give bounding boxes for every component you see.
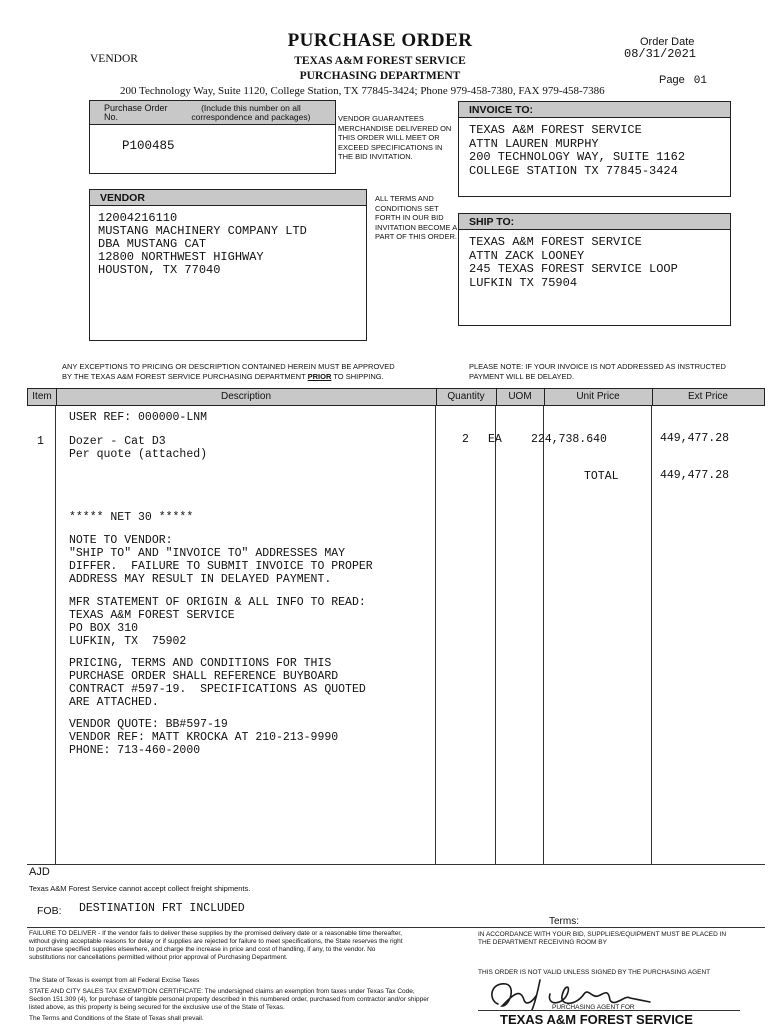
ship-to-label: SHIP TO:	[459, 214, 730, 230]
exceptions-prior: PRIOR	[307, 371, 332, 381]
agency-address: 200 Technology Way, Suite 1120, College Station, TX 77845-3424; Phone 979-458-7380, FAX 979-458-7386	[120, 85, 605, 97]
fob-value: DESTINATION FRT INCLUDED	[79, 902, 245, 915]
ship-to-box	[458, 213, 731, 326]
valid-note: THIS ORDER IS NOT VALID UNLESS SIGNED BY THE PURCHASING AGENT	[478, 969, 711, 976]
invoice-to-line: TEXAS A&M FOREST SERVICE	[469, 123, 642, 137]
terms-note: ALL TERMS AND CONDITIONS SET FORTH IN OUR BID INVITATION BECOME A PART OF THIS ORDER.	[375, 194, 457, 241]
po-number-header	[90, 101, 335, 125]
contract-note: PRICING, TERMS AND CONDITIONS FOR THIS PURCHASE ORDER SHALL REFERENCE BUYBOARD CONTRACT #597-19. SPECIFICATIONS AS QUOTED ARE ATTACHED.	[69, 657, 366, 709]
document-title: PURCHASE ORDER	[287, 30, 473, 51]
line-item-quantity: 2	[462, 433, 469, 446]
vendor-line: 12004216110	[98, 211, 178, 225]
invoice-to-line: COLLEGE STATION TX 77845-3424	[469, 163, 678, 178]
line-item-description-2: Per quote (attached)	[69, 448, 208, 461]
invoice-address-note: PLEASE NOTE: IF YOUR INVOICE IS NOT ADDRESSED AS INSTRUCTED PAYMENT WILL BE DELAYED.	[469, 362, 726, 381]
payment-terms-note: ***** NET 30 *****	[69, 511, 194, 524]
ship-to-line: ATTN ZACK LOONEY	[469, 248, 585, 263]
column-divider	[651, 406, 652, 864]
line-item-ext-price: 449,477.28	[660, 432, 730, 445]
vendor-address	[98, 212, 307, 277]
fob-label: FOB:	[37, 905, 62, 917]
signature-agency: TEXAS A&M FOREST SERVICE	[500, 1012, 693, 1027]
vendor-line: MUSTANG MACHINERY COMPANY LTD	[98, 224, 307, 238]
items-table-header	[27, 388, 765, 406]
exceptions-text: ANY EXCEPTIONS TO PRICING OR DESCRIPTION CONTAINED HEREIN MUST BE APPROVED BY THE TEXAS A&M FOREST SERVICE PURCHASING DEPARTMENT	[62, 362, 395, 381]
law-note: The Terms and Conditions of the State of Texas shall prevail.	[29, 1015, 204, 1022]
page-indicator	[659, 74, 707, 87]
po-number-label: Purchase Order No.	[104, 103, 168, 122]
ship-to-line: 245 TEXAS FOREST SERVICE LOOP	[469, 262, 678, 276]
accordance-note: IN ACCORDANCE WITH YOUR BID, SUPPLIES/EQUIPMENT MUST BE PLACED IN THE DEPARTMENT RECEIVING ROOM BY	[478, 931, 727, 946]
failure-to-deliver-note: FAILURE TO DELIVER - If the vendor fails to deliver these supplies by the promised delivery date or a reasonable time thereafter, without giving acceptable reasons for delay or if supplies are rejected for failure to meet specifications, the State reserves the right to purchase specified supplies elsewhere, and charge the increase in price and cost of handling, if any, to the vendor. No substitutions nor cancellations permitted without prior approval of Purchasing Department.	[29, 930, 403, 961]
total-label: TOTAL	[584, 470, 619, 483]
vendor-line: HOUSTON, TX 77040	[98, 263, 221, 277]
ship-to-address	[469, 236, 678, 290]
ship-to-line: TEXAS A&M FOREST SERVICE	[469, 235, 642, 249]
freight-note: Texas A&M Forest Service cannot accept collect freight shipments.	[29, 884, 251, 893]
invoice-to-line: ATTN LAUREN MURPHY	[469, 136, 599, 151]
terms-label: Terms:	[549, 916, 579, 927]
column-header-description: Description	[220, 391, 272, 402]
total-value: 449,477.28	[660, 469, 730, 482]
vendor-quote-note: VENDOR QUOTE: BB#597-19 VENDOR REF: MATT KROCKA AT 210-213-9990 PHONE: 713-460-2000	[69, 718, 339, 757]
initials: AJD	[29, 866, 50, 878]
page-label: Page	[659, 74, 685, 86]
page-number: 01	[693, 75, 707, 87]
column-header-uom: UOM	[508, 391, 532, 402]
vendor-line: 12800 NORTHWEST HIGHWAY	[98, 250, 264, 264]
sales-tax-note: STATE AND CITY SALES TAX EXEMPTION CERTIFICATE: The undersigned claims an exemption from taxes under Texas Tax Code, Section 151.309 (4), for purchase of tangible personal property described in this numbered order, purchased from contractor and/or shipper listed above, as this property is being secured for the exclusive use of the State of Texas.	[29, 988, 429, 1011]
guarantee-note: VENDOR GUARANTEES MERCHANDISE DELIVERED ON THIS ORDER WILL MEET OR EXCEED SPECIFICATIONS IN THE BID INVITATION.	[338, 114, 452, 161]
table-bottom-rule	[27, 864, 765, 865]
invoice-to-box	[458, 101, 731, 197]
vendor-note: NOTE TO VENDOR: "SHIP TO" AND "INVOICE TO" ADDRESSES MAY DIFFER. FAILURE TO SUBMIT INVOICE TO PROPER ADDRESS MAY RESULT IN DELAYED PAYMENT.	[69, 534, 373, 586]
invoice-to-line: 200 TECHNOLOGY WAY, SUITE 1162	[469, 150, 686, 164]
po-number-box	[89, 100, 336, 174]
exceptions-tail: TO SHIPPING.	[333, 371, 384, 381]
user-ref: USER REF: 000000-LNM	[69, 411, 208, 424]
line-item-unit-price: 224,738.640	[531, 433, 607, 446]
origin-statement-note: MFR STATEMENT OF ORIGIN & ALL INFO TO READ: TEXAS A&M FOREST SERVICE PO BOX 310 LUFKIN, TX 75902	[69, 596, 366, 648]
vendor-box-label: VENDOR	[90, 190, 366, 206]
invoice-to-label: INVOICE TO:	[459, 102, 730, 118]
column-header-ext-price: Ext Price	[687, 391, 728, 402]
po-number: P100485	[122, 139, 175, 153]
column-divider	[55, 406, 56, 864]
vendor-line: DBA MUSTANG CAT	[98, 237, 207, 251]
po-number-instruction: (Include this number on all correspondence and packages)	[191, 103, 311, 122]
invoice-to-address	[469, 124, 685, 178]
column-divider	[495, 406, 496, 864]
ship-to-line: LUFKIN TX 75904	[469, 275, 578, 290]
column-header-item: Item	[32, 391, 52, 402]
exceptions-note	[62, 362, 402, 381]
column-header-unit-price: Unit Price	[576, 391, 620, 402]
tax-exempt-note: The State of Texas is exempt from all Federal Excise Taxes	[29, 977, 200, 984]
agency-name: TEXAS A&M FOREST SERVICE	[294, 55, 466, 67]
column-divider	[435, 406, 436, 864]
line-item-number: 1	[37, 435, 44, 448]
vendor-box	[89, 189, 367, 341]
department-name: PURCHASING DEPARTMENT	[299, 70, 461, 82]
signature-caption: PURCHASING AGENT FOR	[552, 1004, 635, 1011]
footer-rule	[27, 927, 765, 928]
order-date-label: Order Date	[640, 36, 695, 48]
line-item-uom: EA	[488, 433, 502, 446]
column-header-quantity: Quantity	[447, 391, 485, 402]
order-date: 08/31/2021	[624, 47, 697, 61]
line-item-description: Dozer - Cat D3	[69, 435, 166, 448]
column-divider	[543, 406, 544, 864]
vendor-corner-label: VENDOR	[90, 53, 138, 65]
